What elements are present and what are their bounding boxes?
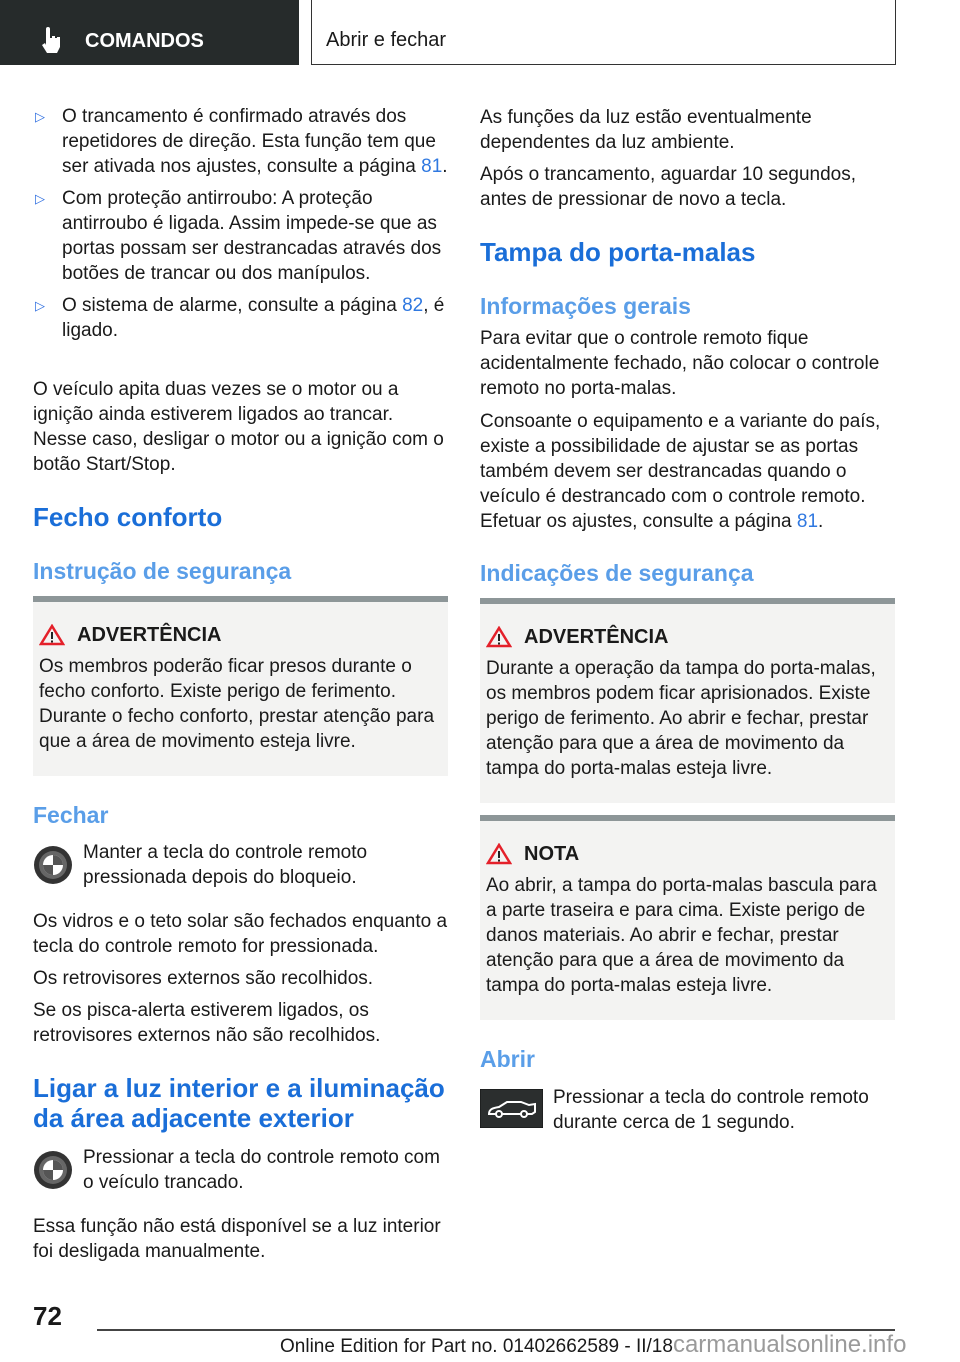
step-text: Pressionar a tecla do controle remoto com o veículo trancado. — [83, 1147, 440, 1193]
footer — [280, 1332, 906, 1359]
paragraph: Consoante o equipamento e a variante do país, existe a possibilidade de ajustar se as portas também devem ser destrancadas quando o veículo é destrancado com o controle remoto. Efetuar os ajustes, consulte a página 81. — [480, 411, 881, 532]
heading-fecho-conforto: Fecho conforto — [33, 502, 223, 532]
heading-informacoes: Informações gerais — [480, 293, 691, 319]
note-text: Ao abrir, a tampa do porta-malas bascula para a parte traseira e para cima. Existe perigo de danos materiais. Ao abrir e fechar, prestar atenção para que a área de movimento da tampa do porta-malas esteja livre. — [486, 875, 877, 996]
warning-title: ADVERTÊNCIA — [524, 626, 669, 648]
warning-triangle-icon — [486, 843, 512, 865]
page-number: 72 — [33, 1301, 62, 1331]
heading-tampa: Tampa do porta-malas — [480, 237, 756, 267]
warning-box — [33, 596, 448, 776]
page-link[interactable]: 82 — [402, 295, 424, 316]
warning-text: Durante a operação da tampa do porta-malas, os membros podem ficar aprisionados. Existe perigo de ferimento. Ao abrir e fechar, prestar atenção para que a área de movimento da tampa do porta-malas esteja livre. — [486, 658, 876, 779]
note-title: NOTA — [524, 843, 580, 865]
triangle-bullet-icon: ▷ — [35, 191, 45, 206]
section-title: COMANDOS — [85, 30, 204, 52]
list-item: ▷ O trancamento é confirmado através dos repetidores de direção. Esta função tem que ser ativada nos ajustes, consulte a página 81. — [35, 106, 448, 177]
step-text: Pressionar a tecla do controle remoto durante cerca de 1 segundo. — [553, 1087, 869, 1133]
paragraph: Após o trancamento, aguardar 10 segundos, antes de pressionar de novo a tecla. — [480, 164, 857, 210]
heading-luz-interior: Ligar a luz interior e a iluminação da área adjacente exterior — [33, 1073, 445, 1133]
abrir-step — [480, 1085, 895, 1135]
hand-pointer-icon — [40, 27, 64, 55]
warning-triangle-icon — [486, 626, 512, 648]
warning-triangle-icon — [39, 624, 65, 646]
bmw-key-icon — [33, 845, 73, 885]
paragraph: Os retrovisores externos são recolhidos. — [33, 968, 374, 989]
bullet-list — [33, 104, 451, 343]
page-link[interactable]: 81 — [421, 156, 443, 177]
paragraph: Para evitar que o controle remoto fique acidentalmente fechado, não colocar o controle remoto no porta-malas. — [480, 328, 880, 399]
paragraph: Essa função não está disponível se a luz interior foi desligada manualmente. — [33, 1216, 441, 1262]
page-link[interactable]: 81 — [796, 511, 819, 532]
warning-box — [480, 598, 895, 803]
list-item: ▷ O sistema de alarme, consulte a página 82, é ligado. — [35, 295, 445, 341]
paragraph: Se os pisca-alerta estiverem ligados, os retrovisores externos não são recolhidos. — [33, 1000, 381, 1046]
luz-step — [33, 1145, 448, 1195]
heading-instrucao-seguranca: Instrução de segurança — [33, 558, 292, 584]
edition-text: Online Edition for Part no. 01402662589 - II/18 — [280, 1336, 673, 1357]
paragraph: O veículo apita duas vezes se o motor ou a ignição ainda estiverem ligados ao trancar. Nesse caso, desligar o motor ou a ignição com o botão Start/Stop. — [33, 379, 444, 475]
warning-title: ADVERTÊNCIA — [77, 624, 222, 646]
heading-fechar: Fechar — [33, 802, 109, 828]
watermark: carmanualsonline.info — [672, 1331, 907, 1358]
fechar-step — [33, 840, 448, 890]
chapter-title: Abrir e fechar — [326, 29, 447, 51]
chapter-header — [311, 0, 896, 65]
list-item: ▷ Com proteção antirroubo: A proteção antirroubo é ligada. Assim impede-se que as portas possam ser destrancadas através dos botões de trancar ou dos manípulos. — [35, 188, 442, 284]
warning-text: Os membros poderão ficar presos durante o fecho conforto. Existe perigo de ferimento. Durante o fecho conforto, prestar atenção para que a área de movimento esteja livre. — [39, 656, 435, 752]
note-box — [480, 815, 895, 1020]
heading-indicacoes: Indicações de segurança — [480, 560, 754, 586]
triangle-bullet-icon: ▷ — [35, 109, 45, 124]
bmw-key-icon — [33, 1150, 73, 1190]
car-trunk-key-icon — [480, 1089, 543, 1128]
step-text: Manter a tecla do controle remoto pressionada depois do bloqueio. — [83, 842, 368, 888]
section-tab — [0, 0, 299, 65]
paragraph: As funções da luz estão eventualmente dependentes da luz ambiente. — [480, 107, 812, 153]
triangle-bullet-icon: ▷ — [35, 298, 45, 313]
paragraph: Os vidros e o teto solar são fechados enquanto a tecla do controle remoto for pressionada. — [33, 911, 448, 957]
heading-abrir: Abrir — [480, 1046, 535, 1072]
